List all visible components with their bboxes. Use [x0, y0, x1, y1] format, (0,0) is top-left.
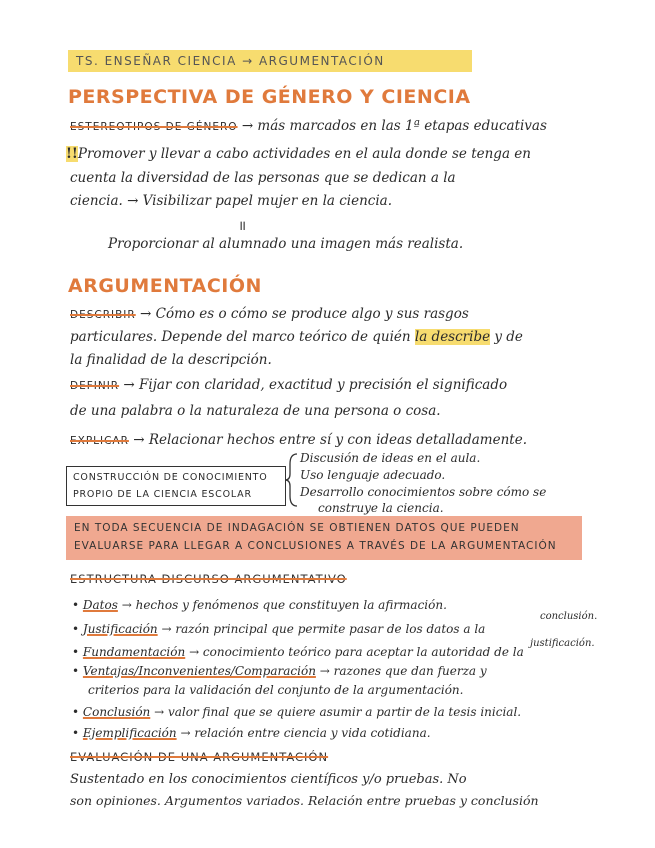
item-term: Ventajas/Inconvenientes/Comparación: [82, 664, 316, 678]
item-term: Ejemplificación: [82, 726, 177, 740]
item-text: → relación entre ciencia y vida cotidiana.: [180, 726, 431, 740]
equals-mark: ॥: [238, 218, 247, 234]
explicar-term: EXPLICAR: [70, 435, 129, 447]
definir-line-1: [70, 377, 507, 393]
inquiry-line-1: EN TODA SECUENCIA DE INDAGACIÓN SE OBTIENEN DATOS QUE PUEDEN: [74, 522, 520, 534]
item-text: → valor final que se quiere asumir a partir de la tesis inicial.: [154, 705, 522, 719]
item-text-cont: criterios para la validación del conjunto de la argumentación.: [88, 683, 464, 697]
brace-item-2: Uso lenguaje adecuado.: [300, 468, 446, 482]
item-text: → conocimiento teórico para aceptar la autoridad de la: [189, 645, 524, 659]
describir-text-2a: particulares. Depende del marco teórico de quién: [70, 329, 415, 345]
item-term: Datos: [82, 598, 118, 612]
item-text: → razón principal que permite pasar de los datos a la: [161, 622, 486, 636]
stereotypes-text: → más marcados en las 1ª etapas educativas: [241, 118, 547, 134]
describir-highlight: la describe: [414, 329, 491, 345]
evaluation-line-2: son opiniones. Argumentos variados. Relación entre pruebas y conclusión: [70, 793, 539, 808]
brace-item-1: Discusión de ideas en el aula.: [300, 451, 481, 465]
describir-line-3: la finalidad de la descripción.: [70, 352, 272, 368]
definir-term: DEFINIR: [70, 380, 120, 392]
structure-item: • Fundamentación → conocimiento teórico para aceptar la autoridad de la: [72, 645, 524, 659]
brace-item-3: Desarrollo conocimientos sobre cómo se: [300, 485, 547, 499]
item-term: Conclusión: [82, 705, 151, 719]
box-line-2: PROPIO DE LA CIENCIA ESCOLAR: [73, 489, 252, 500]
box-line-1: CONSTRUCCIÓN DE CONOCIMIENTO: [73, 472, 268, 483]
inquiry-line-2: EVALUARSE PARA LLEGAR A CONCLUSIONES A TRAVÉS DE LA ARGUMENTACIÓN: [74, 540, 557, 552]
item-text-cont: justificación.: [530, 638, 595, 649]
heading-argumentation: ARGUMENTACIÓN: [68, 275, 262, 297]
item-text: → razones que dan fuerza y: [319, 664, 487, 678]
heading-structure: ESTRUCTURA DISCURSO ARGUMENTATIVO: [70, 572, 347, 586]
stereotypes-term: ESTEREOTIPOS DE GÉNERO: [70, 121, 238, 133]
promote-text-1: Promover y llevar a cabo actividades en el aula donde se tenga en: [77, 146, 531, 162]
brace-item-3b: construye la ciencia.: [318, 501, 444, 515]
evaluation-line-1: Sustentado en los conocimientos científicos y/o pruebas. No: [70, 772, 467, 787]
item-text: → hechos y fenómenos que constituyen la afirmación.: [121, 598, 447, 612]
page-title: TS. ENSEÑAR CIENCIA → ARGUMENTACIÓN: [68, 50, 472, 72]
heading-gender-science: PERSPECTIVA DE GÉNERO Y CIENCIA: [68, 86, 471, 108]
school-science-box: [66, 466, 286, 506]
structure-item: • Datos → hechos y fenómenos que constituyen la afirmación.: [72, 598, 447, 612]
describir-line-1: [70, 306, 469, 322]
attention-mark: !!: [66, 146, 78, 162]
inquiry-statement: [66, 516, 582, 560]
definir-text-1: → Fijar con claridad, exactitud y precisión el significado: [123, 377, 508, 393]
describir-text-1: → Cómo es o cómo se produce algo y sus rasgos: [140, 306, 469, 322]
explicar-line-1: [70, 432, 527, 448]
item-term: Fundamentación: [82, 645, 186, 659]
stereotypes-line: [70, 118, 547, 134]
promote-line-3: ciencia. → Visibilizar papel mujer en la ciencia.: [70, 193, 393, 209]
heading-evaluation: EVALUACIÓN DE UNA ARGUMENTACIÓN: [70, 750, 329, 764]
promote-line-4: Proporcionar al alumnado una imagen más realista.: [108, 236, 464, 252]
promote-line-1: [66, 146, 531, 162]
describir-text-2b: y de: [490, 329, 523, 345]
describir-line-2: [70, 329, 523, 345]
structure-item: • Ejemplificación → relación entre ciencia y vida cotidiana.: [72, 726, 431, 740]
promote-line-2: cuenta la diversidad de las personas que se dedican a la: [70, 170, 456, 186]
explicar-text-1: → Relacionar hechos entre sí y con ideas detalladamente.: [133, 432, 527, 448]
definir-line-2: de una palabra o la naturaleza de una persona o cosa.: [70, 403, 441, 419]
item-text-cont: conclusión.: [540, 611, 598, 622]
describir-term: DESCRIBIR: [70, 309, 136, 321]
brace-icon: [284, 452, 298, 508]
structure-item: • Conclusión → valor final que se quiere asumir a partir de la tesis inicial.: [72, 705, 522, 719]
structure-item: • Justificación → razón principal que permite pasar de los datos a la: [72, 622, 486, 636]
item-term: Justificación: [82, 622, 158, 636]
structure-item: • Ventajas/Inconvenientes/Comparación → razones que dan fuerza y: [72, 664, 487, 678]
